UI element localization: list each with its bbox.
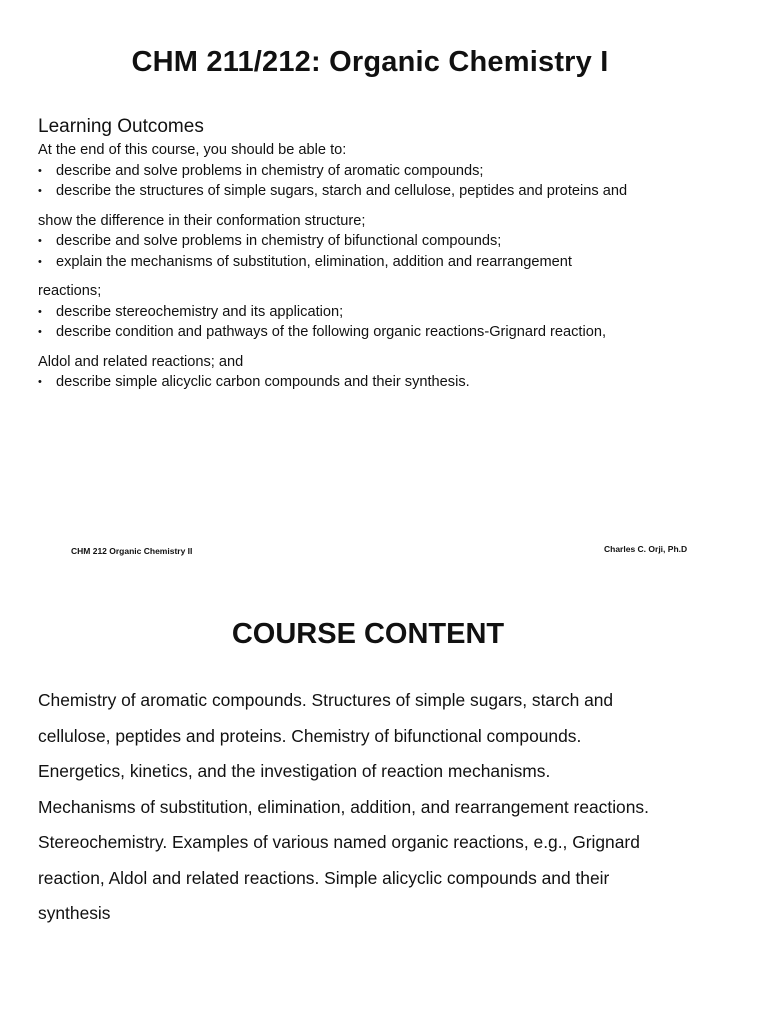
paragraph-line: Stereochemistry. Examples of various named organic reactions, e.g., Grignard [38, 832, 640, 852]
slide-course-content [0, 570, 768, 1024]
slide-title: COURSE CONTENT [231, 618, 505, 650]
list-item [38, 231, 738, 252]
footer-course-label: CHM 212 Organic Chemistry II [71, 546, 193, 556]
list-item-continuation: reactions; [38, 283, 102, 299]
paragraph-line: synthesis [38, 903, 111, 923]
paragraph-line: Energetics, kinetics, and the investigation of reaction mechanisms. [38, 761, 551, 781]
slide-title: CHM 211/212: Organic Chemistry I [131, 46, 609, 78]
bullet-icon: • [38, 235, 42, 247]
list-item-text: explain the mechanisms of substitution, elimination, addition and rearrangement [56, 253, 572, 270]
intro-text: At the end of this course, you should be able to: [38, 142, 347, 158]
list-item [38, 372, 738, 393]
bullet-icon: • [38, 326, 42, 338]
list-item [38, 252, 738, 273]
outcomes-list [38, 140, 738, 393]
paragraph-line: reaction, Aldol and related reactions. Simple alicyclic compounds and their [38, 867, 610, 888]
bullet-icon: • [38, 164, 42, 177]
bullet-icon: • [38, 185, 42, 197]
footer-author: Charles C. Orji, Ph.D [604, 544, 688, 554]
paragraph-line: Chemistry of aromatic compounds. Structures of simple sugars, starch and [38, 690, 614, 710]
list-item-continuation: show the difference in their conformation structure; [38, 212, 366, 229]
list-item-text: describe and solve problems in chemistry of bifunctional compounds; [56, 233, 502, 249]
list-item-continuation: Aldol and related reactions; and [38, 353, 244, 370]
list-item-text: describe simple alicyclic carbon compounds and their synthesis. [56, 374, 470, 390]
list-item [38, 181, 738, 202]
list-item [38, 322, 738, 343]
list-item [38, 161, 738, 182]
bullet-icon: • [38, 305, 42, 318]
list-item-text: describe the structures of simple sugars, starch and cellulose, peptides and proteins and [56, 183, 628, 199]
paragraph-line: cellulose, peptides and proteins. Chemistry of bifunctional compounds. [38, 725, 582, 746]
list-item [38, 302, 738, 323]
list-item-text: describe and solve problems in chemistry of aromatic compounds; [56, 162, 484, 179]
section-heading: Learning Outcomes [38, 116, 204, 137]
bullet-icon: • [38, 255, 42, 268]
course-content-paragraph [38, 683, 738, 932]
list-item-text: describe condition and pathways of the following organic reactions-Grignard reaction, [56, 324, 607, 340]
paragraph-line: Mechanisms of substitution, elimination, addition, and rearrangement reactions. [38, 796, 649, 817]
list-item-text: describe stereochemistry and its application; [56, 303, 344, 320]
bullet-icon: • [38, 376, 42, 388]
